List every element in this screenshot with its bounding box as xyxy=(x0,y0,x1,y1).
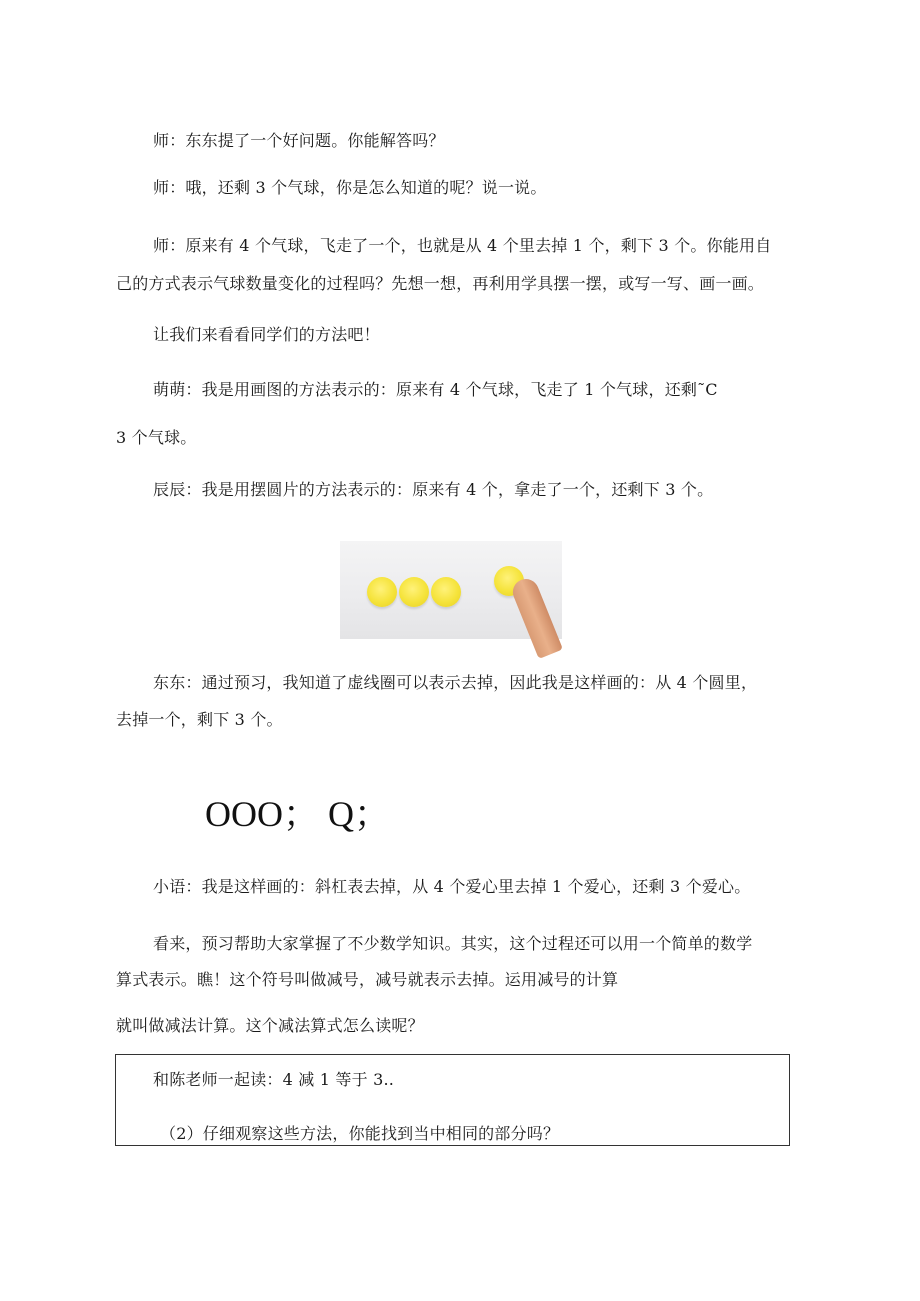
paragraph-summary-line2: 算式表示。瞧！这个符号叫做减号，减号就表示去掉。运用减号的计算 xyxy=(116,970,619,989)
yellow-counter-2 xyxy=(399,577,429,607)
paragraph-mengmeng-line2: 3 个气球。 xyxy=(116,428,197,447)
paragraph-summary-line3: 就叫做减法计算。这个减法算式怎么读呢？ xyxy=(116,1016,424,1035)
paragraph-summary-line1: 看来，预习帮助大家掌握了不少数学知识。其实，这个过程还可以用一个简单的数学 xyxy=(153,934,753,953)
paragraph-dongdong-line1: 东东：通过预习，我知道了虚线圈可以表示去掉，因此我是这样画的：从 4 个圆里， xyxy=(153,673,758,692)
paragraph-dongdong-line2: 去掉一个，剩下 3 个。 xyxy=(116,710,283,729)
yellow-counter-1 xyxy=(367,577,397,607)
paragraph-xiaoyu: 小语：我是这样画的：斜杠表去掉，从 4 个爱心里去掉 1 个爱心，还剩 3 个爱心。 xyxy=(153,877,751,896)
circle-drawing-symbols: OOO； Q； xyxy=(205,794,390,834)
box-read-together: 和陈老师一起读：4 减 1 等于 3.. xyxy=(153,1070,395,1089)
paragraph-teacher-explain-line1: 师：原来有 4 个气球，飞走了一个，也就是从 4 个里去掉 1 个，剩下 3 个。你能用自 xyxy=(153,236,772,255)
paragraph-lets-see: 让我们来看看同学们的方法吧！ xyxy=(153,325,380,344)
paragraph-chenchen: 辰辰：我是用摆圆片的方法表示的：原来有 4 个，拿走了一个，还剩下 3 个。 xyxy=(153,480,714,499)
yellow-counter-3 xyxy=(431,577,461,607)
paragraph-teacher-remaining: 师：哦，还剩 3 个气球，你是怎么知道的呢？说一说。 xyxy=(153,178,547,197)
box-observe-question: （2）仔细观察这些方法，你能找到当中相同的部分吗？ xyxy=(160,1124,560,1143)
paragraph-teacher-question: 师：东东提了一个好问题。你能解答吗？ xyxy=(153,131,445,150)
paragraph-teacher-explain-line2: 己的方式表示气球数量变化的过程吗？先想一想，再利用学具摆一摆，或写一写、画一画。 xyxy=(116,274,765,293)
paragraph-mengmeng-line1: 萌萌：我是用画图的方法表示的：原来有 4 个气球，飞走了 1 个气球，还剩˜C xyxy=(153,380,718,399)
